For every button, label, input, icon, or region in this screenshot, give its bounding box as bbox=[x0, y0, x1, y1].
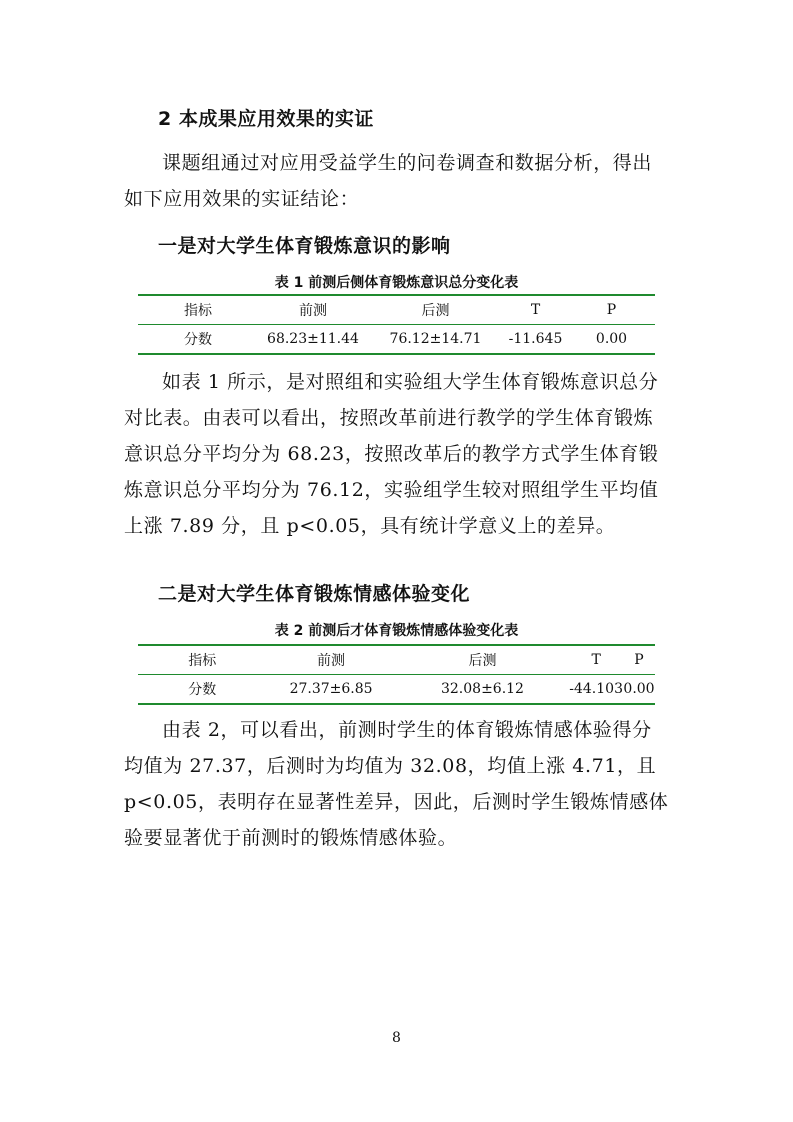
part2-paragraph: 由表 2，可以看出，前测时学生的体育锻炼情感体验得分均值为 27.37，后测时为均值为 32.08，均值上涨 4.71，且 p<0.05，表明存在显著性差异，因此，后测时学生锻炼情感体验要显著优于前测时的锻炼情感体验。 bbox=[124, 719, 669, 849]
part2-heading: 二是对大学生体育锻炼情感体验变化 bbox=[158, 583, 471, 605]
table2 bbox=[138, 644, 655, 705]
page-number: 8 bbox=[392, 1030, 401, 1046]
table1-header-cell: 后测 bbox=[368, 295, 503, 325]
part1-paragraph: 如表 1 所示，是对照组和实验组大学生体育锻炼意识总分对比表。由表可以看出，按照改革前进行教学的学生体育锻炼意识总分平均分为 68.23，按照改革后的教学方式学生体育锻炼意识总分平均分为 76.12，实验组学生较对照组学生平均值上涨 7.89 分，且 p<0.05，具有统计学意义上的差异。 bbox=[124, 371, 659, 537]
table1-cell: 分数 bbox=[138, 325, 258, 355]
table1-header-cell: 前测 bbox=[258, 295, 368, 325]
section-title: 2 本成果应用效果的实证 bbox=[158, 108, 374, 130]
table2-cell: 分数 bbox=[138, 675, 266, 705]
table2-header-cell: T bbox=[569, 645, 623, 675]
table1-cell: -11.645 bbox=[503, 325, 568, 355]
table2-cell: 0.00 bbox=[623, 675, 655, 705]
table2-cell: 32.08±6.12 bbox=[396, 675, 570, 705]
table1 bbox=[138, 294, 655, 355]
table1-cell: 68.23±11.44 bbox=[258, 325, 368, 355]
table1-cell: 76.12±14.71 bbox=[368, 325, 503, 355]
table1-header-cell: T bbox=[503, 295, 568, 325]
table1-caption: 表 1 前测后侧体育锻炼意识总分变化表 bbox=[274, 275, 519, 291]
table2-cell: 27.37±6.85 bbox=[266, 675, 395, 705]
table2-header-cell: 指标 bbox=[138, 645, 266, 675]
table2-cell: -44.103 bbox=[569, 675, 623, 705]
table2-caption: 表 2 前测后才体育锻炼情感体验变化表 bbox=[274, 623, 519, 639]
table2-header-cell: 后测 bbox=[396, 645, 570, 675]
table1-header-cell: 指标 bbox=[138, 295, 258, 325]
table1-header-cell: P bbox=[568, 295, 655, 325]
table1-header-row bbox=[138, 295, 655, 325]
table2-row bbox=[138, 675, 655, 705]
table1-row bbox=[138, 325, 655, 355]
part1-heading: 一是对大学生体育锻炼意识的影响 bbox=[158, 235, 451, 257]
table2-header-row bbox=[138, 645, 655, 675]
table2-header-cell: 前测 bbox=[266, 645, 395, 675]
table1-cell: 0.00 bbox=[568, 325, 655, 355]
table2-header-cell: P bbox=[623, 645, 655, 675]
intro-paragraph: 课题组通过对应用受益学生的问卷调查和数据分析，得出如下应用效果的实证结论： bbox=[124, 152, 653, 210]
